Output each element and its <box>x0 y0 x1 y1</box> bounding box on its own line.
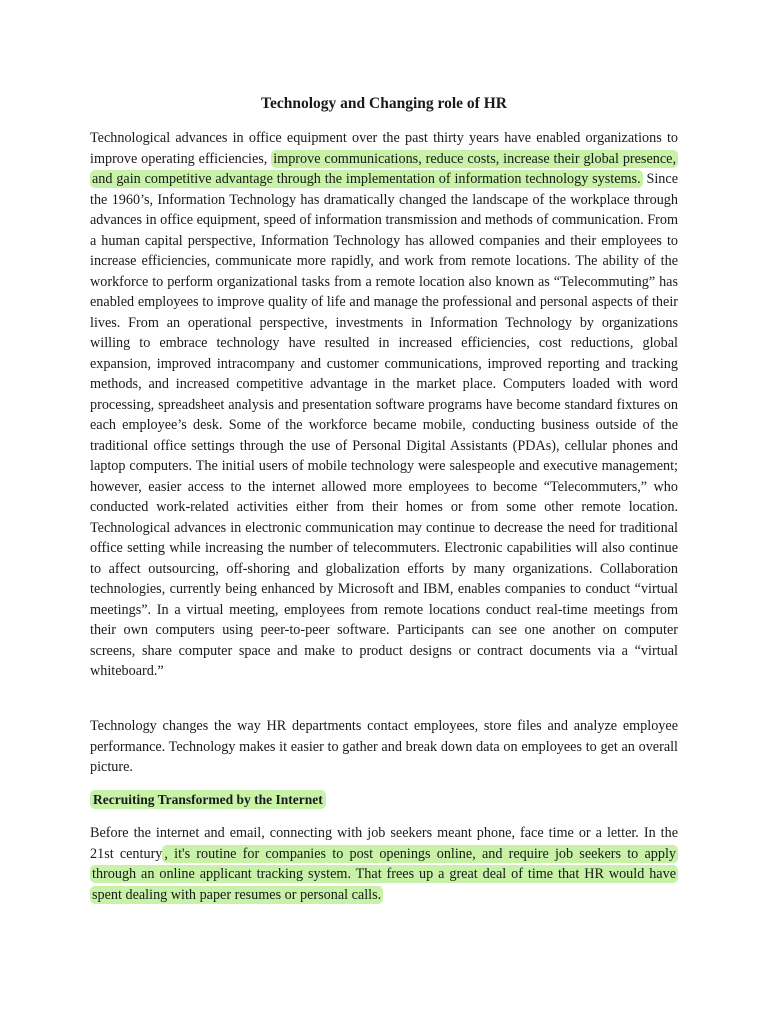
highlight-heading: Recruiting Transformed by the Internet <box>90 790 326 809</box>
highlight-intro: improve communications, reduce costs, increase their global presence, and gain competitive advantage through the implementation of information technology systems. <box>92 150 676 187</box>
paragraph-hr-technology: Technology changes the way HR departments contact employees, store files and analyze employee performance. Technology makes it easier to gather and break down data on employees to get an overall picture. <box>90 718 678 775</box>
paragraph-intro-rest: Since the 1960’s, Information Technology has dramatically changed the landscape of the workplace through advances in office equipment, speed of information transmission and methods of communication. From a human capital perspective, Information Technology has allowed companies and their employees to increase efficiencies, communicate more rapidly, and work from remote locations. The ability of the workforce to perform organizational tasks from a remote location also known as “Telecommuting” has enabled employees to improve quality of life and manage the professional and personal aspects of their lives. From an operational perspective, investments in Information Technology by organizations willing to embrace technology have resulted in increased efficiencies, cost reductions, global expansion, improved intracompany and customer communications, improved reporting and tracking methods, and increased competitive advantage in the market place. Computers loaded with word processing, spreadsheet analysis and presentation software programs have become standard fixtures on each employee’s desk. Some of the workforce became mobile, conducting business outside of the traditional office settings through the use of Personal Digital Assistants (PDAs), cellular phones and laptop computers. The initial users of mobile technology were salespeople and executive management; however, easier access to the internet allowed more employees to become “Telecommuters,” who conducted work-related activities either from their homes or from some other remote location. Technological advances in electronic communication may continue to decrease the need for traditional office setting while increasing the number of telecommuters. Electronic capabilities will also continue to affect outsourcing, off-shoring and globalization efforts by many organizations. Collaboration technologies, currently being enhanced by Microsoft and IBM, enables companies to conduct “virtual meetings”. In a virtual meeting, employees from remote locations conduct real-time meetings from their own computers using peer-to-peer software. Participants can see one another on computer screens, share computer space and make to product designs or contract documents via a “virtual whiteboard.” <box>90 171 678 679</box>
highlight-recruiting: , it's routine for companies to post openings online, and require job seekers to apply through an online applicant tracking system. That frees up a great deal of time that HR would have spent dealing with paper resumes or personal calls. <box>92 845 676 903</box>
paragraph-intro-lead: Technological advances in office equipment over the past thirty years have enabled organizations to improve operating efficiencies, <box>90 130 678 167</box>
paragraph-recruiting <box>90 823 678 905</box>
section-heading-recruiting <box>90 790 326 810</box>
paragraph-recruiting-lead: Before the internet and email, connecting with job seekers meant phone, face time or a letter. In the 21st century <box>90 825 678 862</box>
document-title: Technology and Changing role of HR <box>261 95 507 112</box>
paragraph-intro <box>90 128 678 682</box>
